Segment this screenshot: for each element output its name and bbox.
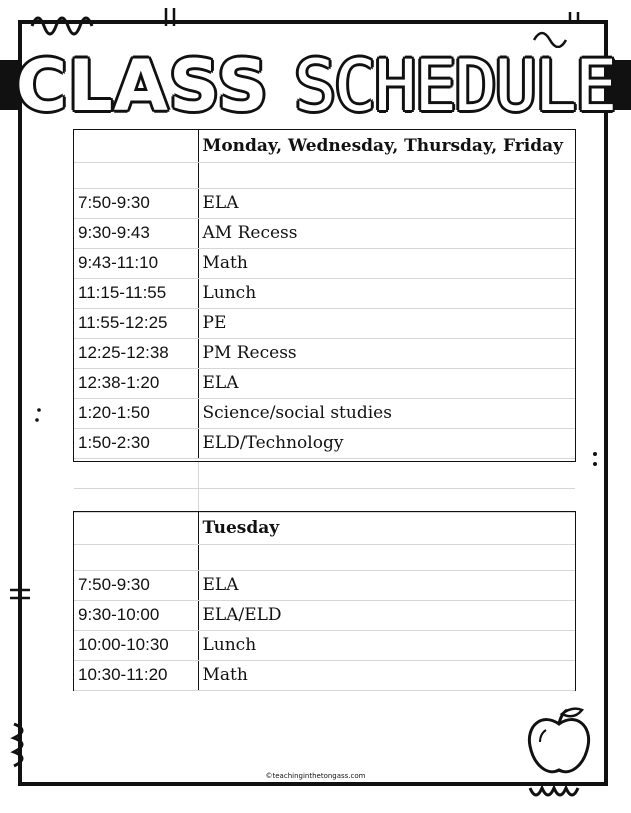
schedule-header: Monday, Wednesday, Thursday, Friday bbox=[198, 130, 575, 162]
squiggle-doodle-icon bbox=[530, 8, 600, 48]
time-cell: 10:00-10:30 bbox=[74, 630, 198, 660]
table-row bbox=[74, 368, 575, 398]
schedule-header: Tuesday bbox=[198, 512, 575, 544]
spacer-row bbox=[74, 488, 575, 512]
activity-cell: PM Recess bbox=[198, 338, 575, 368]
schedule-header-row bbox=[74, 512, 575, 544]
time-cell: 9:30-9:43 bbox=[74, 218, 198, 248]
table-row bbox=[74, 218, 575, 248]
title-word-class: CLASS bbox=[15, 45, 269, 127]
copyright-credit: ©teachinginthetongass.com bbox=[265, 772, 366, 780]
dots-doodle-icon bbox=[32, 404, 46, 428]
time-cell: 1:50-2:30 bbox=[74, 428, 198, 458]
activity-cell: Lunch bbox=[198, 278, 575, 308]
table-row bbox=[74, 660, 575, 690]
apple-icon bbox=[522, 702, 596, 782]
table-row bbox=[74, 398, 575, 428]
time-cell: 1:20-1:50 bbox=[74, 398, 198, 428]
schedule-table-1 bbox=[74, 130, 575, 459]
table-row bbox=[74, 188, 575, 218]
time-cell: 10:30-11:20 bbox=[74, 660, 198, 690]
title-text bbox=[16, 45, 615, 127]
table-row bbox=[74, 630, 575, 660]
time-cell: 11:55-12:25 bbox=[74, 308, 198, 338]
schedule-header-row bbox=[74, 130, 575, 162]
spacer-row bbox=[74, 544, 575, 570]
activity-cell: ELD/Technology bbox=[198, 428, 575, 458]
time-cell: 12:25-12:38 bbox=[74, 338, 198, 368]
activity-cell: PE bbox=[198, 308, 575, 338]
time-cell: 9:30-10:00 bbox=[74, 600, 198, 630]
time-cell: 12:38-1:20 bbox=[74, 368, 198, 398]
hash-doodle-icon bbox=[160, 6, 184, 28]
table-row bbox=[74, 278, 575, 308]
dots-doodle-icon bbox=[588, 448, 602, 472]
table-row bbox=[74, 308, 575, 338]
squiggle-doodle-icon bbox=[4, 718, 44, 778]
activity-cell: ELA/ELD bbox=[198, 600, 575, 630]
equal-doodle-icon bbox=[8, 584, 34, 604]
time-cell: 7:50-9:30 bbox=[74, 570, 198, 600]
squiggle-doodle-icon bbox=[28, 6, 108, 36]
spacer-row bbox=[74, 162, 575, 188]
title-word-schedule: SCHEDULE bbox=[294, 45, 616, 127]
page-title bbox=[0, 36, 631, 136]
activity-cell: Math bbox=[198, 660, 575, 690]
squiggle-doodle-icon bbox=[526, 782, 596, 804]
table-row bbox=[74, 570, 575, 600]
separator-rows bbox=[74, 462, 575, 513]
activity-cell: ELA bbox=[198, 368, 575, 398]
time-cell: 7:50-9:30 bbox=[74, 188, 198, 218]
table-row bbox=[74, 338, 575, 368]
time-cell: 9:43-11:10 bbox=[74, 248, 198, 278]
activity-cell: ELA bbox=[198, 188, 575, 218]
activity-cell: Math bbox=[198, 248, 575, 278]
activity-cell: ELA bbox=[198, 570, 575, 600]
activity-cell: Lunch bbox=[198, 630, 575, 660]
activity-cell: Science/social studies bbox=[198, 398, 575, 428]
table-row bbox=[74, 428, 575, 458]
schedule-table-2 bbox=[74, 512, 575, 691]
table-row bbox=[74, 600, 575, 630]
table-row bbox=[74, 248, 575, 278]
activity-cell: AM Recess bbox=[198, 218, 575, 248]
spacer-row bbox=[74, 462, 575, 488]
time-cell: 11:15-11:55 bbox=[74, 278, 198, 308]
